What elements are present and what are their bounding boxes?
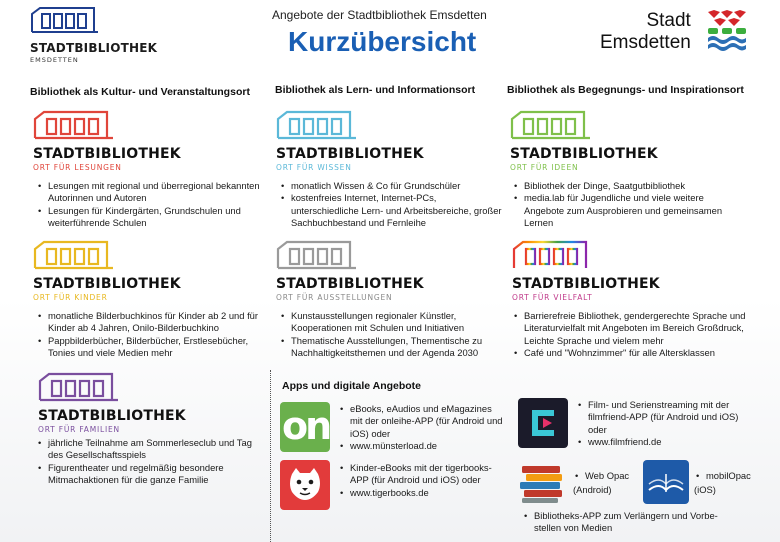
section-heading-lernen: Bibliothek als Lern- und Informationsort bbox=[275, 84, 476, 96]
list-item: • Kinder-eBooks mit der tigerbooks-APP (für Android und iOS) oder bbox=[338, 462, 503, 487]
brand-ausstellungen bbox=[276, 240, 424, 302]
list-item: • monatlich Wissen & Co für Grundschüler bbox=[279, 180, 504, 192]
list-vielfalt bbox=[512, 310, 752, 359]
list-item-link[interactable]: • www.filmfriend.de bbox=[576, 436, 746, 448]
list-item: • Kunstausstellungen regionaler Künstler, Kooperationen mit Schulen und Initiativen bbox=[279, 310, 504, 335]
brand-word: STADTBIBLIOTHEK bbox=[38, 408, 186, 424]
list-item: • Figurentheater und regelmäßig besondere Mitmachaktionen für die ganze Familie bbox=[36, 462, 266, 487]
list-wissen bbox=[279, 180, 504, 229]
divider-dotted bbox=[270, 370, 271, 542]
list-item: • monatliche Bilderbuchkinos für Kinder ab 2 und für Kinder ab 4 Jahren, Onilo-Bilderbuchkino bbox=[36, 310, 261, 335]
books-stack-icon bbox=[518, 462, 566, 504]
list-bibliotheks-app bbox=[522, 510, 727, 535]
list-item: • eBooks, eAudios und eMagazines mit der onleihe-APP (für Android und iOS) oder bbox=[338, 403, 503, 440]
tiger-face-icon bbox=[280, 460, 330, 510]
list-item: • Café und "Wohnzimmer" für alle Altersklassen bbox=[512, 347, 752, 359]
brand-tag: ORT FÜR FAMILIEN bbox=[38, 425, 120, 434]
webopac-platform: (Android) bbox=[573, 484, 612, 495]
list-item: • Bibliothek der Dinge, Saatgutbibliothek bbox=[512, 180, 742, 192]
header-logo bbox=[30, 6, 160, 64]
list-item: • Barrierefreie Bibliothek, gendergerechte Sprache und Literaturvielfalt mit Angeboten im Bereich Großdruck, Leichte Sprache und vielem mehr bbox=[512, 310, 752, 347]
onleihe-icon-text: on bbox=[282, 404, 330, 448]
list-item: • kostenfreies Internet, Internet-PCs, unterschiedliche Lern- und Arbeitsbereiche, großer Sachbuchbestand und Fernleihe bbox=[279, 192, 504, 229]
library-building-icon bbox=[33, 110, 115, 140]
list-item: • Bibliotheks-APP zum Verlängern und Vorbe-stellen von Medien bbox=[522, 510, 727, 535]
list-item: • Web Opac bbox=[573, 470, 643, 482]
section-heading-kultur: Bibliothek als Kultur- und Veranstaltungsort bbox=[30, 86, 250, 98]
list-tigerbooks bbox=[338, 462, 503, 499]
city-line-1: Stadt bbox=[646, 10, 691, 31]
list-item: • Thematische Ausstellungen, Thementische zu Nachhaltigkeitsthemen und der Agenda 2030 bbox=[279, 335, 504, 360]
list-ideen bbox=[512, 180, 742, 229]
apps-heading: Apps und digitale Angebote bbox=[282, 380, 422, 392]
page-subtitle: Angebote der Stadtbibliothek Emsdetten bbox=[272, 8, 487, 22]
city-name bbox=[600, 10, 691, 54]
list-familien bbox=[36, 437, 266, 486]
brand-tag: ORT FÜR KINDER bbox=[33, 293, 108, 302]
brand-word: STADTBIBLIOTHEK bbox=[512, 276, 660, 292]
logo-word: STADTBIBLIOTHEK bbox=[30, 41, 158, 55]
brand-tag: ORT FÜR AUSSTELLUNGEN bbox=[276, 293, 393, 302]
brand-kinder bbox=[33, 240, 181, 302]
brand-word: STADTBIBLIOTHEK bbox=[276, 146, 424, 162]
library-building-icon bbox=[33, 240, 115, 270]
brand-tag: ORT FÜR IDEEN bbox=[510, 163, 579, 172]
brand-tag: ORT FÜR WISSEN bbox=[276, 163, 352, 172]
brand-word: STADTBIBLIOTHEK bbox=[33, 146, 181, 162]
list-item: • Pappbilderbücher, Bilderbücher, Erstlesebücher, Tonies und viele Medien mehr bbox=[36, 335, 261, 360]
onleihe-app-icon[interactable] bbox=[280, 402, 330, 452]
list-kinder bbox=[36, 310, 261, 359]
filmfriend-play-icon bbox=[518, 398, 568, 448]
list-item: • media.lab für Jugendliche und viele weitere Angebote zum Ausprobieren und gemeinsamen Lernen bbox=[512, 192, 742, 229]
library-building-icon bbox=[276, 240, 358, 270]
library-building-icon bbox=[38, 372, 120, 402]
section-heading-begegnung: Bibliothek als Begegnungs- und Inspirationsort bbox=[507, 84, 744, 96]
list-item: • Lesungen für Kindergärten, Grundschulen und weiterführende Schulen bbox=[36, 205, 261, 230]
brand-vielfalt bbox=[512, 240, 660, 302]
logo-sub: EMSDETTEN bbox=[30, 56, 79, 64]
brand-familien bbox=[38, 372, 186, 434]
open-book-icon bbox=[643, 460, 689, 504]
tigerbooks-app-icon[interactable] bbox=[280, 460, 330, 510]
list-item: • Film- und Serienstreaming mit der filmfriend-APP (für Android und iOS) oder bbox=[576, 399, 746, 436]
brand-wissen bbox=[276, 110, 424, 172]
mobilopac-app-icon[interactable] bbox=[643, 460, 689, 504]
list-item: • Lesungen mit regional und überregional bekannten Autorinnen und Autoren bbox=[36, 180, 261, 205]
list-ausstellungen bbox=[279, 310, 504, 359]
list-onleihe bbox=[338, 403, 503, 452]
list-item: • jährliche Teilnahme am Sommerleseclub und Tag des Gesellschaftsspiels bbox=[36, 437, 266, 462]
brand-word: STADTBIBLIOTHEK bbox=[276, 276, 424, 292]
list-filmfriend bbox=[576, 399, 746, 448]
brand-tag: ORT FÜR LESUNGEN bbox=[33, 163, 122, 172]
list-item: • mobilOpac bbox=[694, 470, 774, 482]
list-item-link[interactable]: • www.münsterload.de bbox=[338, 440, 503, 452]
library-building-icon bbox=[276, 110, 358, 140]
library-building-icon bbox=[30, 6, 100, 34]
list-lesungen bbox=[36, 180, 261, 229]
page-title: Kurzübersicht bbox=[288, 26, 477, 57]
mobilopac-platform: (iOS) bbox=[694, 484, 716, 495]
filmfriend-app-icon[interactable] bbox=[518, 398, 568, 448]
brand-tag: ORT FÜR VIELFALT bbox=[512, 293, 593, 302]
city-line-2: Emsdetten bbox=[600, 32, 691, 53]
brand-lesungen bbox=[33, 110, 181, 172]
library-building-icon bbox=[510, 110, 592, 140]
list-webopac bbox=[573, 470, 643, 482]
list-mobilopac bbox=[694, 470, 774, 482]
list-item-link[interactable]: • www.tigerbooks.de bbox=[338, 487, 503, 499]
city-emblem-icon bbox=[706, 10, 748, 52]
brand-word: STADTBIBLIOTHEK bbox=[510, 146, 658, 162]
webopac-app-icon[interactable] bbox=[518, 462, 566, 504]
library-building-rainbow-icon bbox=[512, 240, 594, 270]
brand-ideen bbox=[510, 110, 658, 172]
brand-word: STADTBIBLIOTHEK bbox=[33, 276, 181, 292]
